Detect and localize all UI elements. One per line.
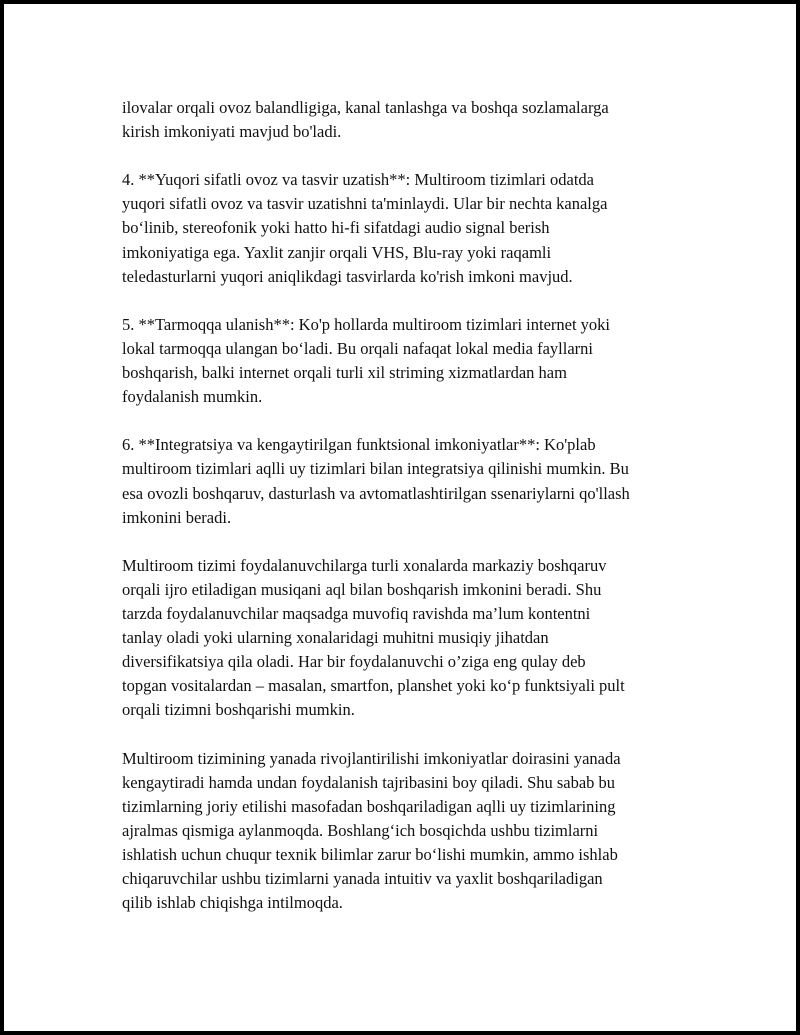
paragraph-4	[122, 433, 702, 529]
document-body	[122, 96, 702, 939]
paragraph-5	[122, 554, 702, 723]
paragraph-2	[122, 168, 702, 288]
text-line: 4. **Yuqori sifatli ovoz va tasvir uzatish**: Multiroom tizimlari odatda	[122, 170, 594, 190]
text-line: yuqori sifatli ovoz va tasvir uzatishni ta'minlaydi. Ular bir nechta kanalga	[122, 194, 608, 214]
text-line: Multiroom tizimi foydalanuvchilarga turli xonalarda markaziy boshqaruv	[122, 555, 607, 575]
text-line: orqali ijro etiladigan musiqani aql bilan boshqarish imkonini beradi. Shu	[122, 579, 602, 599]
text-line: ajralmas qismiga aylanmoqda. Boshlang‘ich bosqichda ushbu tizimlarni	[122, 820, 599, 840]
text-line: topgan vositalardan – masalan, smartfon, planshet yoki ko‘p funktsiyali pult	[122, 676, 625, 696]
text-line: esa ovozli boshqaruv, dasturlash va avtomatlashtirilgan ssenariylarni qo'llash	[122, 483, 630, 503]
paragraph-3	[122, 313, 702, 409]
text-line: foydalanish mumkin.	[122, 387, 263, 407]
text-line: ilovalar orqali ovoz balandligiga, kanal tanlashga va boshqa sozlamalarga	[122, 98, 609, 117]
text-line: tarzda foydalanuvchilar maqsadga muvofiq ravishda ma’lum kontentni	[122, 603, 591, 623]
text-line: bo‘linib, stereofonik yoki hatto hi-fi sifatdagi audio signal berish	[122, 218, 550, 238]
text-line: diversifikatsiya qila oladi. Har bir foydalanuvchi o’ziga eng qulay deb	[122, 652, 586, 672]
text-line: ishlatish uchun chuqur texnik bilimlar zarur bo‘lishi mumkin, ammo ishlab	[122, 844, 618, 864]
paragraph-1	[122, 96, 702, 144]
text-line: kirish imkoniyati mavjud bo'ladi.	[122, 122, 342, 142]
text-line: imkoniyatiga ega. Yaxlit zanjir orqali VHS, Blu-ray yoki raqamli	[122, 242, 552, 262]
text-line: qilib ishlab chiqishga intilmoqda.	[122, 893, 343, 913]
text-line: tizimlarning joriy etilishi masofadan boshqariladigan aqlli uy tizimlarining	[122, 796, 616, 816]
text-line: lokal tarmoqqa ulangan bo‘ladi. Bu orqali nafaqat lokal media fayllarni	[122, 338, 594, 358]
paragraph-6	[122, 747, 702, 916]
text-line: orqali tizimni boshqarishi mumkin.	[122, 700, 355, 720]
text-line: chiqaruvchilar ushbu tizimlarni yanada intuitiv va yaxlit boshqariladigan	[122, 869, 603, 888]
text-line: kengaytiradi hamda undan foydalanish tajribasini boy qiladi. Shu sabab bu	[122, 772, 616, 792]
text-line: Multiroom tizimining yanada rivojlantirilishi imkoniyatlar doirasini yanada	[122, 748, 621, 768]
text-line: teledasturlarni yuqori aniqlikdagi tasvirlarda ko'rish imkoni mavjud.	[122, 266, 573, 286]
text-line: 6. **Integratsiya va kengaytirilgan funktsional imkoniyatlar**: Ko'plab	[122, 435, 596, 455]
text-line: tanlay oladi yoki ularning xonalaridagi muhitni musiqiy jihatdan	[122, 628, 549, 648]
text-line: boshqarish, balki internet orqali turli xil striming xizmatlardan ham	[122, 363, 567, 383]
text-line: imkonini beradi.	[122, 507, 232, 527]
text-line: multiroom tizimlari aqlli uy tizimlari bilan integratsiya qilinishi mumkin. Bu	[122, 459, 629, 479]
text-line: 5. **Tarmoqqa ulanish**: Ko'p hollarda multiroom tizimlari internet yoki	[122, 314, 611, 334]
